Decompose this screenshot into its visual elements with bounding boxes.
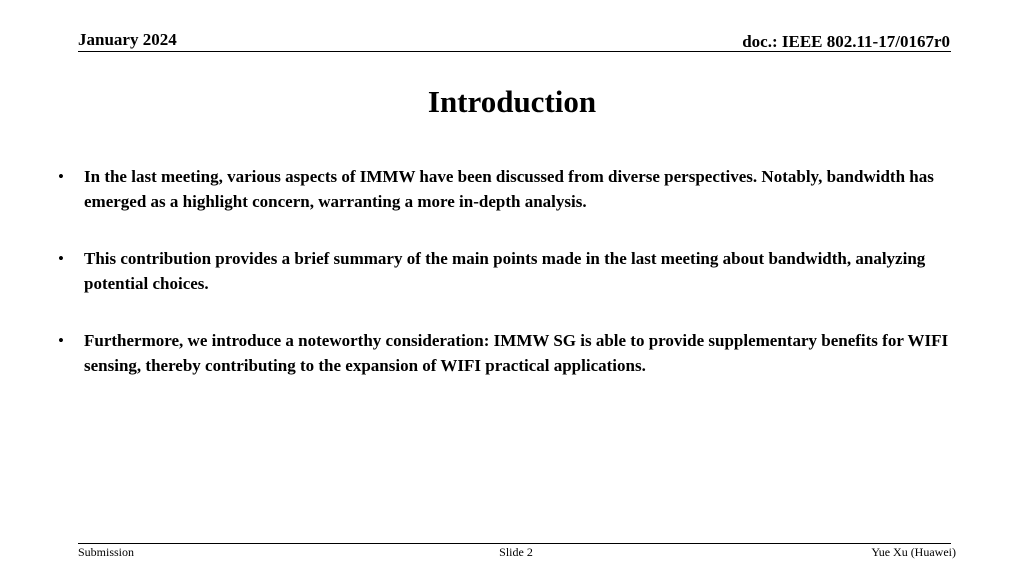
header-date: January 2024: [78, 30, 177, 49]
footer-slide-number: Slide 2: [499, 545, 533, 559]
bullet-marker: •: [58, 331, 64, 350]
bullet-list: [56, 164, 956, 410]
bullet-item: [56, 164, 956, 214]
header-doc-id: doc.: IEEE 802.11-17/0167r0: [742, 32, 950, 51]
footer-author: Yue Xu (Huawei): [871, 545, 956, 559]
slide-title: Introduction: [427, 84, 597, 119]
bullet-item: [56, 328, 956, 378]
bullet-text: This contribution provides a brief summary of the main points made in the last meeting about bandwidth, analyzing potential choices.: [84, 249, 926, 293]
bullet-text: In the last meeting, various aspects of IMMW have been discussed from diverse perspectives. Notably, bandwidth has emerged as a highlight concern, warranting a more in-depth analysis.: [84, 167, 934, 211]
footer-submission: Submission: [78, 545, 135, 559]
bullet-marker: •: [58, 249, 64, 268]
footer-divider: [78, 543, 951, 544]
header-divider: [78, 51, 951, 52]
bullet-text: Furthermore, we introduce a noteworthy consideration: IMMW SG is able to provide supplementary benefits for WIFI sensing, thereby contributing to the expansion of WIFI practical applications.: [84, 331, 949, 375]
bullet-item: [56, 246, 956, 296]
bullet-marker: •: [58, 167, 64, 186]
